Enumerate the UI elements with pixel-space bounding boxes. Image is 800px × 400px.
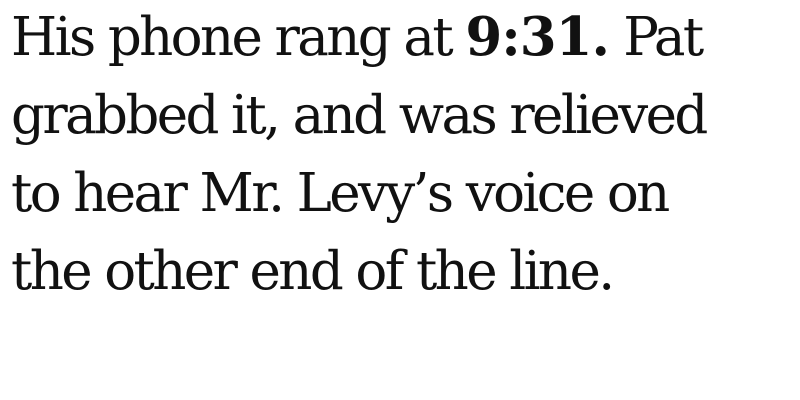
passage-line-3: to hear Mr. Levy’s voice on xyxy=(11,163,668,224)
story-passage xyxy=(11,0,791,311)
line1-text-before-time: His phone rang at xyxy=(11,7,466,68)
line1-text-after-time: Pat xyxy=(608,7,702,68)
passage-line-4: the other end of the line. xyxy=(11,241,613,302)
time-highlight: 9:31. xyxy=(465,6,609,68)
passage-line-1 xyxy=(11,0,791,77)
passage-line-2: grabbed it, and was relieved xyxy=(11,85,706,146)
